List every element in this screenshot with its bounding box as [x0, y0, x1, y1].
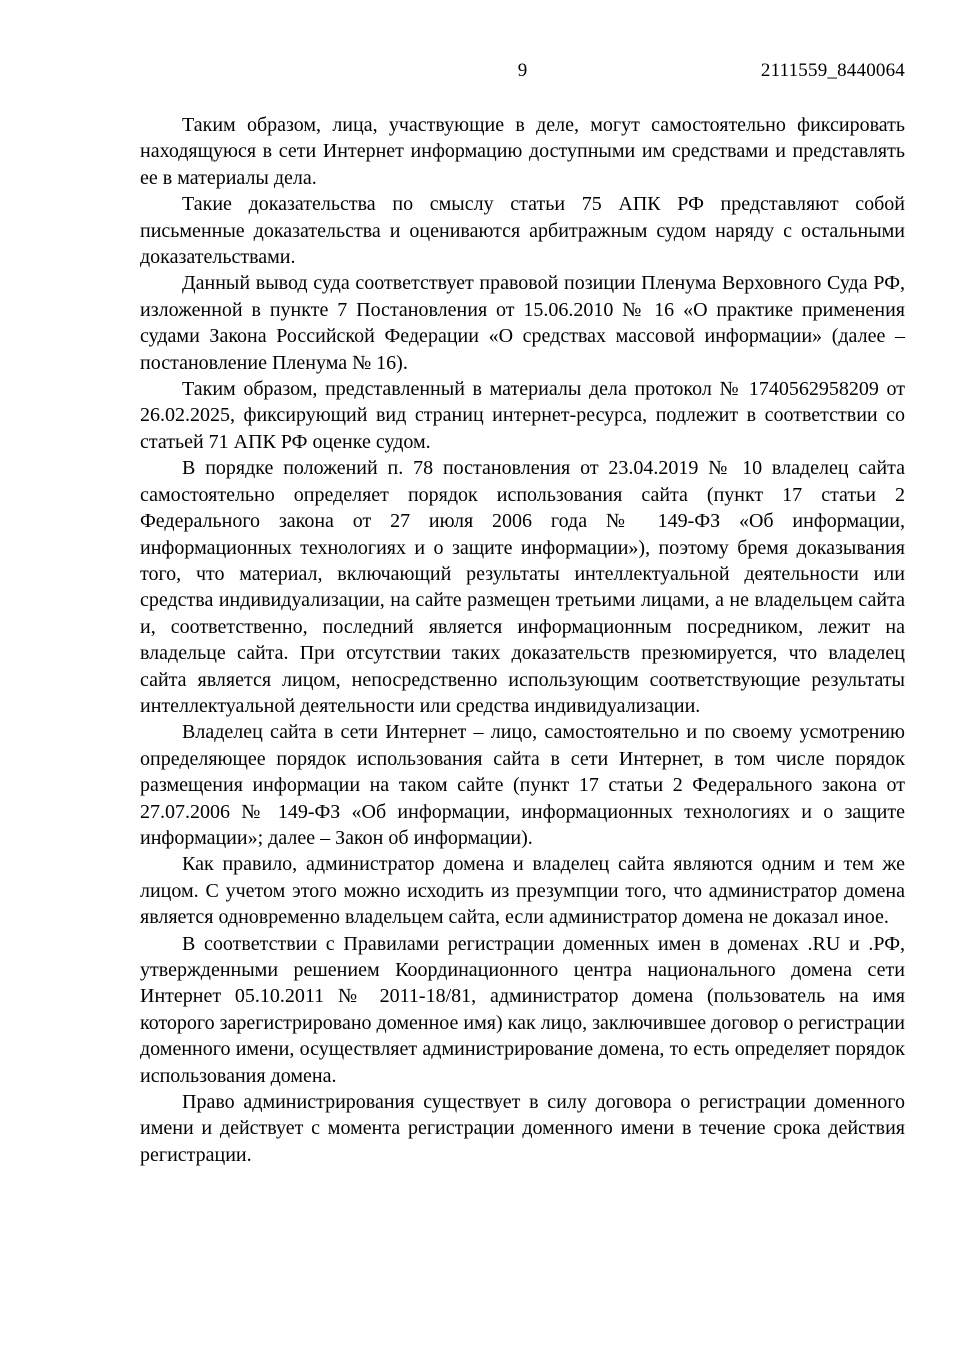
- paragraph-domain-admin-presumption: Как правило, администратор домена и владелец сайта являются одним и тем же лицом. С учетом этого можно исходить из презумпции того, что администратор домена является одновременно владельцем сайта, если администратор домена не доказал иное.: [140, 853, 905, 929]
- paragraph-protocol-assessment: Таким образом, представленный в материалы дела протокол № 1740562958209 от 26.02.2025, фиксирующий вид страниц интернет-ресурса, подлежит в соответствии со статьей 71 АПК РФ оценке судом.: [140, 378, 905, 453]
- paragraph-written-evidence: Такие доказательства по смыслу статьи 75 АПК РФ представляют собой письменные доказательства и оцениваются арбитражным судом наряду с остальными доказательствами.: [140, 193, 905, 269]
- page-number: 9: [517, 60, 528, 81]
- page-header: [140, 60, 905, 82]
- document-body: [140, 112, 905, 1168]
- document-id: 2111559_8440064: [760, 60, 905, 81]
- paragraph-domain-registration-rules: В соответствии с Правилами регистрации доменных имен в доменах .RU и .РФ, утвержденными решением Координационного центра национального домена сети Интернет 05.10.2011 № 2011-18/81, администратор домена (пользователь на имя которого зарегистрировано доменное имя) как лицо, заключившее договор о регистрации доменного имени, осуществляет администрирование домена, то есть определяет порядок использования домена.: [140, 932, 905, 1087]
- paragraph-plenum-position: Данный вывод суда соответствует правовой позиции Пленума Верховного Суда РФ, изложенной в пункте 7 Постановления от 15.06.2010 № 16 «О практике применения судами Закона Российской Федерации «О средствах массовой информации» (далее – постановление Пленума № 16).: [140, 272, 905, 374]
- paragraph-site-owner-burden: В порядке положений п. 78 постановления от 23.04.2019 № 10 владелец сайта самостоятельно определяет порядок использования сайта (пункт 17 статьи 2 Федерального закона от 27 июля 2006 года № 149-ФЗ «Об информации, информационных технологиях и о защите информации»), поэтому бремя доказывания того, что материал, включающий результаты интеллектуальной деятельности или средства индивидуализации, на сайте размещен третьими лицами, а не владельцем сайта и, соответственно, последний является информационным посредником, лежит на владельце сайта. При отсутствии таких доказательств презюмируется, что владелец сайта является лицом, непосредственно использующим соответствующие результаты интеллектуальной деятельности или средства индивидуализации.: [140, 457, 905, 717]
- paragraph-administration-right: Право администрирования существует в силу договора о регистрации доменного имени и действует с момента регистрации доменного имени в течение срока действия регистрации.: [140, 1091, 905, 1166]
- paragraph-site-owner-definition: Владелец сайта в сети Интернет – лицо, самостоятельно и по своему усмотрению определяющее порядок использования сайта в сети Интернет, в том числе порядок размещения информации на таком сайте (пункт 17 статьи 2 Федерального закона от 27.07.2006 № 149-ФЗ «Об информации, информационных технологиях и о защите информации»; далее – Закон об информации).: [140, 721, 905, 849]
- paragraph-evidence-fixing: Таким образом, лица, участвующие в деле, могут самостоятельно фиксировать находящуюся в сети Интернет информацию доступными им средствами и представлять ее в материалы дела.: [140, 114, 905, 189]
